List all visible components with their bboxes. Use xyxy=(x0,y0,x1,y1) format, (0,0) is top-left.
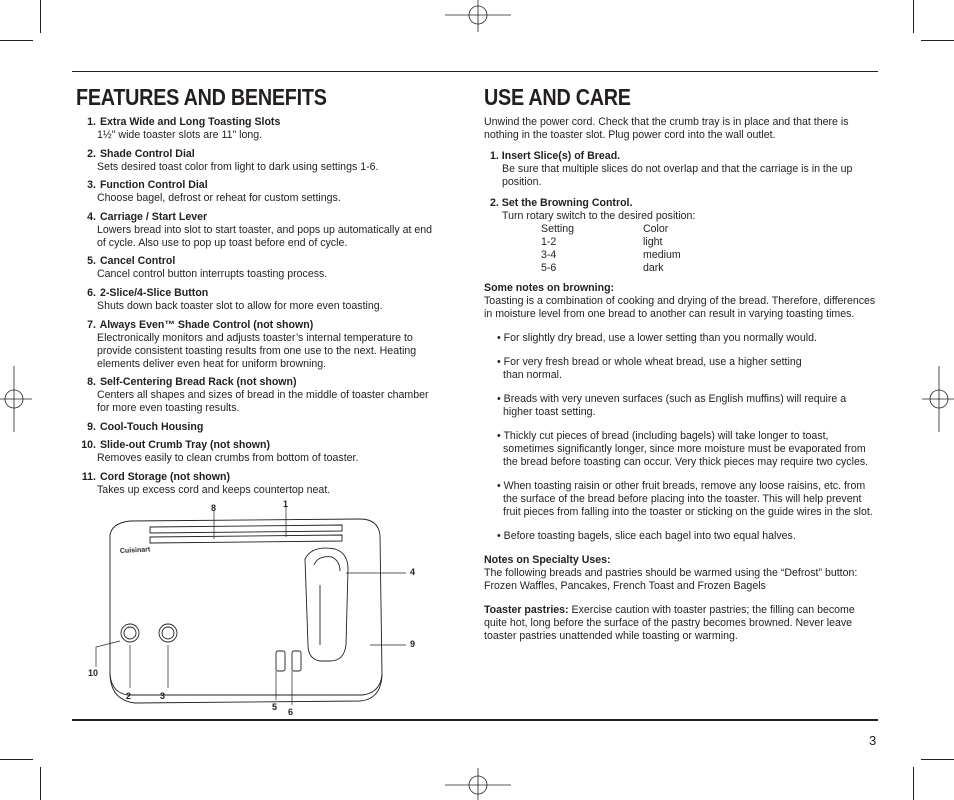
step-description: Be sure that multiple slices do not overlap and that the carriage is in the up position. xyxy=(502,163,853,188)
feature-title: Cancel Control xyxy=(99,255,176,268)
table-cell: medium xyxy=(643,249,681,261)
bullet-list xyxy=(484,332,876,543)
feature-item xyxy=(78,319,436,371)
feature-number: 9. xyxy=(87,420,96,433)
callout-label: 3 xyxy=(160,691,166,701)
feature-number: 6. xyxy=(87,286,96,299)
list-item: • Before toasting bagels, slice each bagel into two equal halves. xyxy=(497,530,796,542)
crop-mark xyxy=(913,0,914,33)
callout-label: 1 xyxy=(283,499,289,509)
pastries-title: Toaster pastries: xyxy=(484,604,569,616)
feature-description: Shuts down back toaster slot to allow for more even toasting. xyxy=(97,299,383,312)
features-heading: FEATURES AND BENEFITS xyxy=(76,84,327,110)
feature-title: Extra Wide and Long Toasting Slots xyxy=(99,116,281,128)
feature-item xyxy=(78,287,436,313)
table-header: Setting xyxy=(541,223,574,235)
feature-title: Self-Centering Bread Rack (not shown) xyxy=(99,376,297,389)
registration-mark-icon xyxy=(445,0,511,32)
intro-paragraph: Unwind the power cord. Check that the crumb tray is in place and that there is nothing in the toaster slot. Plug power cord into the wall outlet. xyxy=(484,116,849,141)
feature-title: Cool-Touch Housing xyxy=(99,420,204,433)
crop-mark xyxy=(921,759,954,760)
cancel-button xyxy=(276,651,285,671)
table-cell: 3-4 xyxy=(541,249,557,261)
feature-description: Lowers bread into slot to start toaster, and pops up automatically at end of cycle. Also use to pop up toast before end of cycle. xyxy=(97,223,433,249)
feature-number: 8. xyxy=(87,376,96,389)
feature-description: Centers all shapes and sizes of bread in the middle of toaster chamber for more even toasting results. xyxy=(97,389,429,415)
step-item xyxy=(484,150,876,189)
toaster-slot xyxy=(150,535,342,543)
feature-number: 2. xyxy=(87,147,96,160)
table-row xyxy=(541,262,681,275)
crop-mark xyxy=(913,767,914,800)
feature-description: Cancel control button interrupts toasting process. xyxy=(97,268,328,281)
use-and-care-column xyxy=(484,84,876,643)
feature-item xyxy=(78,421,436,434)
features-column xyxy=(76,84,436,503)
pastries-paragraph xyxy=(484,604,876,643)
use-care-heading: USE AND CARE xyxy=(484,84,631,110)
feature-title: Carriage / Start Lever xyxy=(99,210,208,223)
specialty-text: The following breads and pastries should be warmed using the “Defrost” button: Frozen Waffles, Pancakes, French Toast and Frozen Bagels xyxy=(484,567,858,592)
feature-item xyxy=(78,148,436,174)
feature-description: Takes up excess cord and keeps countertop neat. xyxy=(97,483,331,496)
top-rule xyxy=(72,71,878,72)
feature-description: Electronically monitors and adjusts toaster’s internal temperature to provide consistent toasting results from one use to the next. Heating elements deliver even heat for uniform browning. xyxy=(97,331,417,370)
list-item: • For slightly dry bread, use a lower setting than you normally would. xyxy=(497,332,817,344)
crop-mark xyxy=(0,759,33,760)
feature-title: Function Control Dial xyxy=(99,179,208,192)
feature-title: Slide-out Crumb Tray (not shown) xyxy=(99,439,271,452)
step-description: Turn rotary switch to the desired position: xyxy=(502,210,696,222)
feature-number: 3. xyxy=(87,179,96,192)
features-list xyxy=(76,116,436,497)
table-cell: 5-6 xyxy=(541,262,557,274)
feature-item xyxy=(78,211,436,250)
step-title: 1. Insert Slice(s) of Bread. xyxy=(490,150,621,162)
toaster-slot xyxy=(150,525,342,533)
crop-mark xyxy=(40,767,41,800)
feature-description: Removes easily to clean crumbs from bottom of toaster. xyxy=(97,452,359,465)
callout-label: 9 xyxy=(410,639,416,649)
callout-label: 8 xyxy=(211,503,217,513)
feature-title: Cord Storage (not shown) xyxy=(99,470,231,483)
specialty-title: Notes on Specialty Uses: xyxy=(484,554,611,566)
table-row xyxy=(541,249,681,262)
feature-description: Sets desired toast color from light to dark using settings 1-6. xyxy=(97,160,379,173)
table-header-row xyxy=(541,223,681,236)
callout-label: 2 xyxy=(126,691,132,701)
feature-title: Shade Control Dial xyxy=(99,147,195,160)
feature-item xyxy=(78,255,436,281)
list-item: • When toasting raisin or other fruit breads, remove any loose raisins, etc. from the surface of the bread before placing into the toaster. This will help prevent fruit pieces from falling into the toaster or sticking on the guide wires in the slot. xyxy=(497,480,873,518)
registration-mark-icon xyxy=(922,366,954,432)
crop-mark xyxy=(0,40,33,41)
list-item: • Breads with very uneven surfaces (such as English muffins) will require a higher toast setting. xyxy=(497,393,847,418)
slice-button xyxy=(292,651,301,671)
list-item: • For very fresh bread or whole wheat bread, use a higher setting than normal. xyxy=(497,356,802,381)
list-item: • Thickly cut pieces of bread (including bagels) will take longer to toast, sometimes significantly longer, since more moisture must be evaporated from the bread before toasting can occur. Very thick pieces may require two cycles. xyxy=(497,430,869,468)
callout-label: 5 xyxy=(272,702,278,712)
feature-item xyxy=(78,179,436,205)
callout-label: 4 xyxy=(410,567,416,577)
feature-number: 4. xyxy=(87,210,96,223)
feature-title: Always Even™ Shade Control (not shown) xyxy=(99,318,314,331)
table-cell: 1-2 xyxy=(541,236,557,248)
feature-item xyxy=(78,116,436,142)
table-row xyxy=(541,236,681,249)
toaster-body xyxy=(110,519,382,695)
pastries-text: Exercise caution with toaster pastries; the filling can become quite hot, long before the surface of the pastry becomes browned. Never leave toaster pastries unattended while toasting or warming. xyxy=(484,604,855,642)
feature-item xyxy=(78,471,436,497)
feature-number: 7. xyxy=(87,318,96,331)
crop-mark xyxy=(40,0,41,33)
callout-label: 6 xyxy=(288,707,294,717)
feature-description: Choose bagel, defrost or reheat for custom settings. xyxy=(97,192,341,205)
page-number: 3 xyxy=(869,733,877,748)
table-cell: dark xyxy=(643,262,664,274)
feature-number: 11. xyxy=(81,470,96,483)
carriage-lever xyxy=(305,548,348,661)
feature-item xyxy=(78,439,436,465)
table-cell: light xyxy=(643,236,663,248)
toaster-brand: Cuisinart xyxy=(119,546,151,555)
browning-notes-title: Some notes on browning: xyxy=(484,282,615,294)
browning-notes-text: Toasting is a combination of cooking and drying of the bread. Therefore, differences in moisture level from one bread to another can result in varying toasting times. xyxy=(484,295,876,320)
feature-number: 10. xyxy=(81,439,96,452)
registration-mark-icon xyxy=(0,366,32,432)
feature-description: 1½" wide toaster slots are 11" long. xyxy=(97,129,263,141)
feature-title: 2-Slice/4-Slice Button xyxy=(99,286,209,299)
browning-table xyxy=(541,223,681,275)
feature-number: 1. xyxy=(87,116,96,128)
step-item xyxy=(484,197,876,275)
table-header: Color xyxy=(643,223,669,235)
crop-mark xyxy=(921,40,954,41)
feature-number: 5. xyxy=(87,255,96,268)
callout-label: 10 xyxy=(88,668,99,678)
feature-item xyxy=(78,376,436,415)
toaster-base xyxy=(110,673,382,703)
step-title: 2. Set the Browning Control. xyxy=(490,197,633,209)
toaster-diagram xyxy=(80,495,440,725)
registration-mark-icon xyxy=(445,768,511,800)
